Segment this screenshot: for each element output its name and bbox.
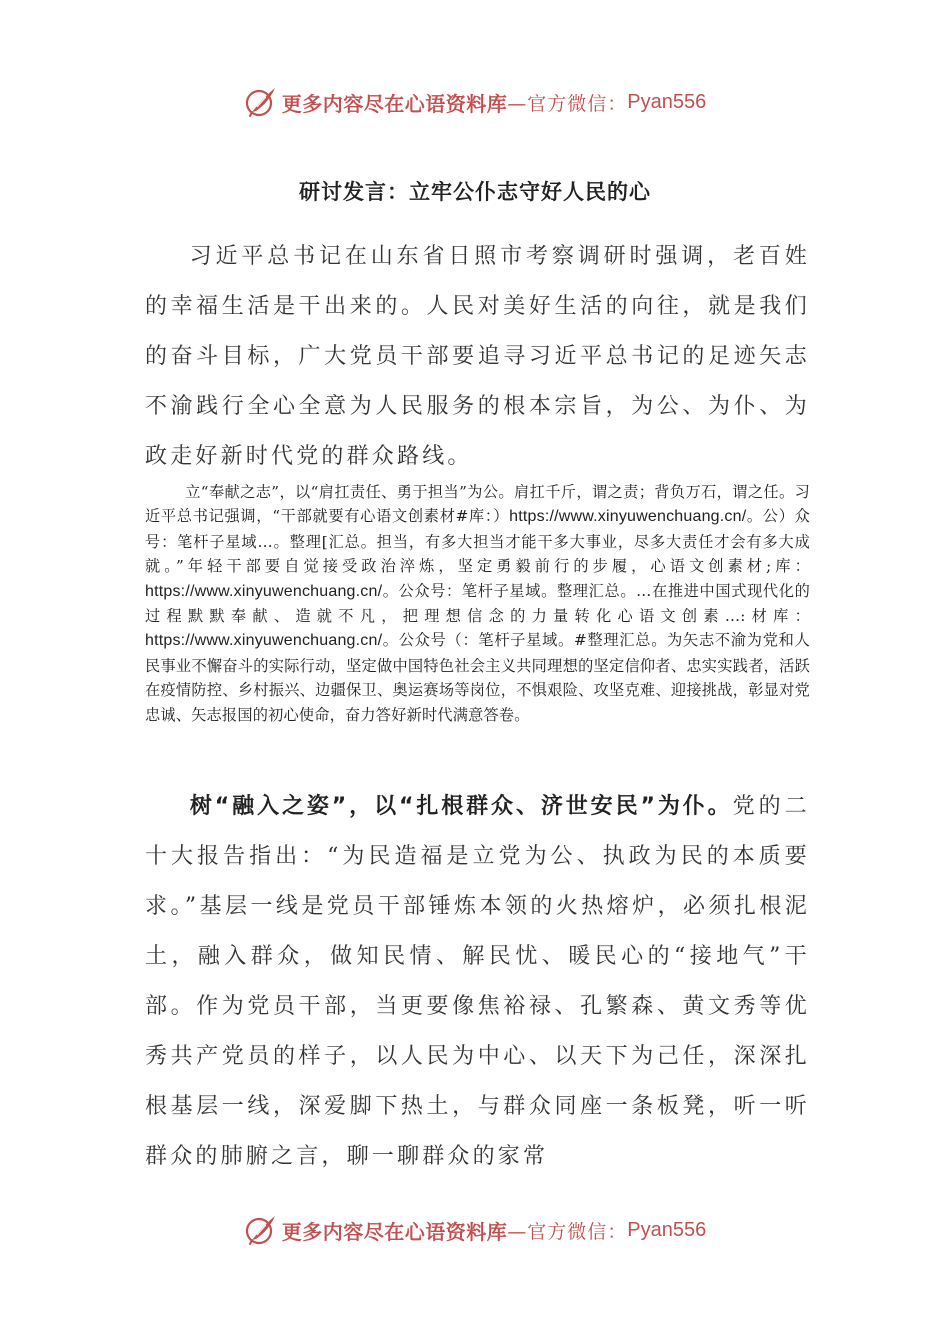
- header-wechat-id: Pyan556: [627, 90, 707, 113]
- header-banner: [0, 82, 950, 122]
- paragraph-1: [145, 232, 810, 482]
- header-official-label: —官方微信：: [507, 92, 628, 115]
- source-url-link[interactable]: https://www.xinyuwenchuang.cn/: [145, 582, 383, 600]
- paragraph-2-text-d: 。公众号（：笔杆子星域。#整理汇总。为矢志不渝为党和人民事业不懈奋斗的实际行动，坚定做中国特色社会主义共同理想的坚定信仰者、忠实实践者，活跃在疫情防控、乡村振兴、边疆保卫、奥运赛场等岗位，不惧艰险、攻坚克难、迎接挑战，彰显对党忠诚、矢志报国的初心使命，奋力答好新时代满意答卷。: [145, 631, 810, 724]
- paragraph-2-text-a: 立“奉献之志”，以“肩扛责任、勇于担当”为公。肩扛千斤，谓之责；背负万石，谓之任。习近平总书记强调，“干部就要有心语文创素材#库：）: [145, 483, 810, 526]
- paragraph-2: [145, 480, 810, 727]
- footer-official-label: —官方微信：: [507, 1220, 628, 1243]
- paragraph-1-text: 习近平总书记在山东省日照市考察调研时强调，老百姓的幸福生活是干出来的。人民对美好生活的向往，就是我们的奋斗目标，广大党员干部要追寻习近平总书记的足迹矢志不渝践行全心全意为人民服务的根本宗旨，为公、为仆、为政走好新时代党的群众路线。: [145, 244, 810, 469]
- source-url-link[interactable]: https://www.xinyuwenchuang.cn/: [509, 508, 747, 526]
- source-url-link[interactable]: https://www.xinyuwenchuang.cn/: [145, 632, 383, 650]
- paragraph-2-text-b: 。公）众号：笔杆子星域…。整理[汇总。担当，有多大担当才能干多大事业，尽多大责任才会有多大成就。”年轻干部要自觉接受政治淬炼，坚定勇毅前行的步履，心语文创素材;库：: [145, 507, 810, 576]
- quill-pen-logo-icon: [244, 1213, 278, 1247]
- footer-brand-text: 更多内容尽在心语资料库: [281, 1219, 508, 1244]
- paragraph-3-text: 党的二十大报告指出：“为民造福是立党为公、执政为民的本质要求。”基层一线是党员干部锤炼本领的火热熔炉，必须扎根泥土，融入群众，做知民情、解民忧、暖民心的“接地气”干部。作为党员干部，当更要像焦裕禄、孔繁森、黄文秀等优秀共产党员的样子，以人民为中心、以天下为己任，深深扎根基层一线，深爱脚下热土，与群众同座一条板凳，听一听群众的肺腑之言，聊一聊群众的家常: [145, 794, 810, 1169]
- header-brand-text: 更多内容尽在心语资料库: [281, 91, 508, 116]
- paragraph-2-text-c: 。公众号：笔杆子星域。整理汇总。…在推进中国式现代化的过程默默奉献、造就不凡，把理想信念的力量转化心语文创素…:材库：: [145, 581, 810, 626]
- paragraph-3-lead: 树“融入之姿”，以“扎根群众、济世安民”为仆。: [189, 794, 733, 819]
- footer-wechat-id: Pyan556: [627, 1218, 707, 1241]
- paragraph-3: [145, 782, 810, 1182]
- quill-pen-logo-icon: [244, 85, 278, 119]
- document-title: 研讨发言：立牢公仆志守好人民的心: [299, 180, 651, 204]
- footer-banner: [0, 1210, 950, 1250]
